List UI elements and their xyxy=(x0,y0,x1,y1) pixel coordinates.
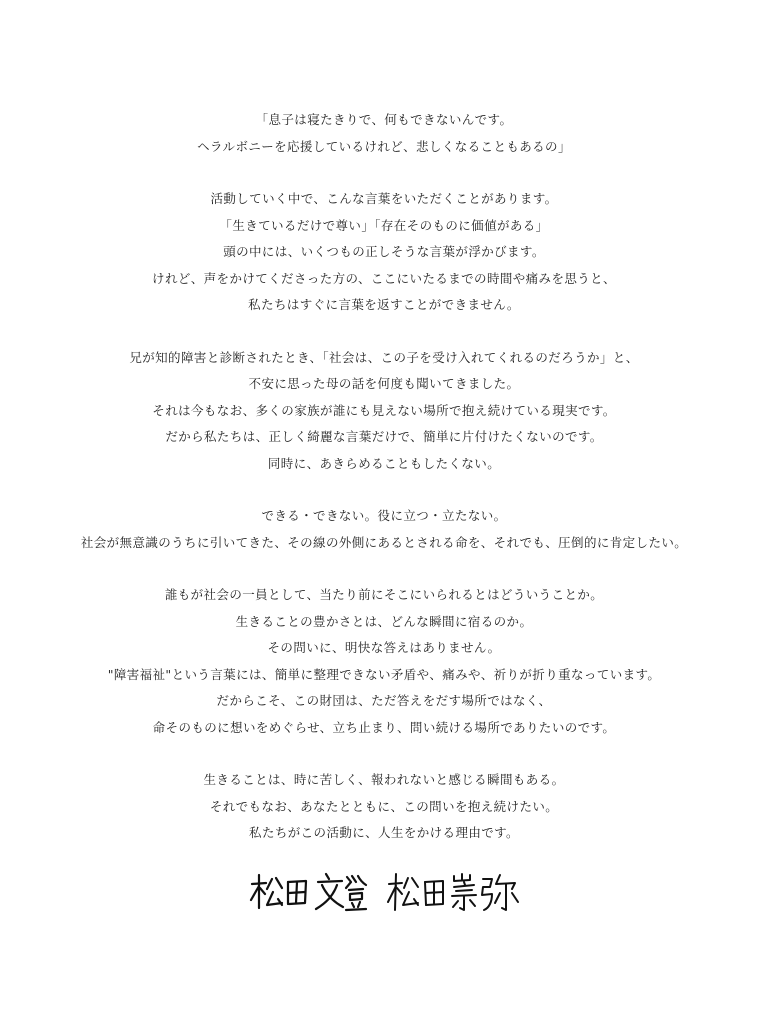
text-line: 頭の中には、いくつもの正しそうな言葉が浮かびます。 xyxy=(223,244,545,259)
text-line: できる・できない。役に立つ・立たない。 xyxy=(261,508,507,523)
handwritten-signature-image xyxy=(386,870,522,916)
message-body xyxy=(0,107,768,873)
text-line: だからこそ、この財団は、ただ答えをだす場所ではなく、 xyxy=(216,693,552,708)
text-line: その問いに、明快な答えはありません。 xyxy=(267,640,501,655)
text-line: だから私たちは、正しく綺麗な言葉だけで、簡単に片付けたくないのです。 xyxy=(165,429,603,444)
text-line: 「息子は寝たきりで、何もできないんです。 xyxy=(255,112,513,127)
text-line: 生きることの豊かさとは、どんな瞬間に宿るのか。 xyxy=(235,613,533,629)
paragraph-3 xyxy=(0,345,768,478)
paragraph-2 xyxy=(0,186,768,319)
text-line: 社会が無意識のうちに引いてきた、その線の外側にあるとされる命を、それでも、圧倒的に肯定したい。 xyxy=(80,534,688,550)
signature-1 xyxy=(248,870,368,916)
text-line: 「生きているだけで尊い」「存在そのものに価値がある」 xyxy=(219,217,549,233)
text-line: 生きることは、時に苦しく、報われないと感じる瞬間もある。 xyxy=(203,772,565,787)
text-line: 命そのものに想いをめぐらせ、立ち止まり、問い続ける場所でありたいのです。 xyxy=(152,719,616,735)
text-line: 誰もが社会の一員として、当たり前にそこにいられるとはどういうことか。 xyxy=(164,587,604,602)
text-line: "障害福祉"という言葉には、簡単に整理できない矛盾や、痛みや、祈りが折り重なっています。 xyxy=(107,666,661,682)
text-line: 私たちはすぐに言葉を返すことができません。 xyxy=(248,297,520,312)
text-line: 同時に、あきらめることもしたくない。 xyxy=(267,455,501,471)
text-line: 活動していく中で、こんな言葉をいただくことがあります。 xyxy=(210,191,558,206)
text-line: 兄が知的障害と診断されたとき、「社会は、この子を受け入れてくれるのだろうか」と、 xyxy=(129,349,639,365)
text-line: それでもなお、あなたとともに、この問いを抱え続けたい。 xyxy=(209,798,559,814)
signature-2 xyxy=(386,870,522,916)
text-line: 私たちがこの活動に、人生をかける理由です。 xyxy=(249,825,519,840)
paragraph-1 xyxy=(0,107,768,160)
text-line: 不安に思った母の話を何度も聞いてきました。 xyxy=(248,376,520,391)
handwritten-signature-image xyxy=(248,870,368,916)
paragraph-4 xyxy=(0,503,768,556)
text-line: ヘラルボニーを応援しているけれど、悲しくなることもあるの」 xyxy=(197,138,571,154)
signatures xyxy=(0,870,768,920)
paragraph-6 xyxy=(0,767,768,847)
paragraph-5 xyxy=(0,582,768,741)
text-line: それは今もなお、多くの家族が誰にも見えない場所で抱え続けている現実です。 xyxy=(152,402,616,418)
text-line: けれど、声をかけてくださった方の、ここにいたるまでの時間や痛みを思うと、 xyxy=(152,270,616,286)
